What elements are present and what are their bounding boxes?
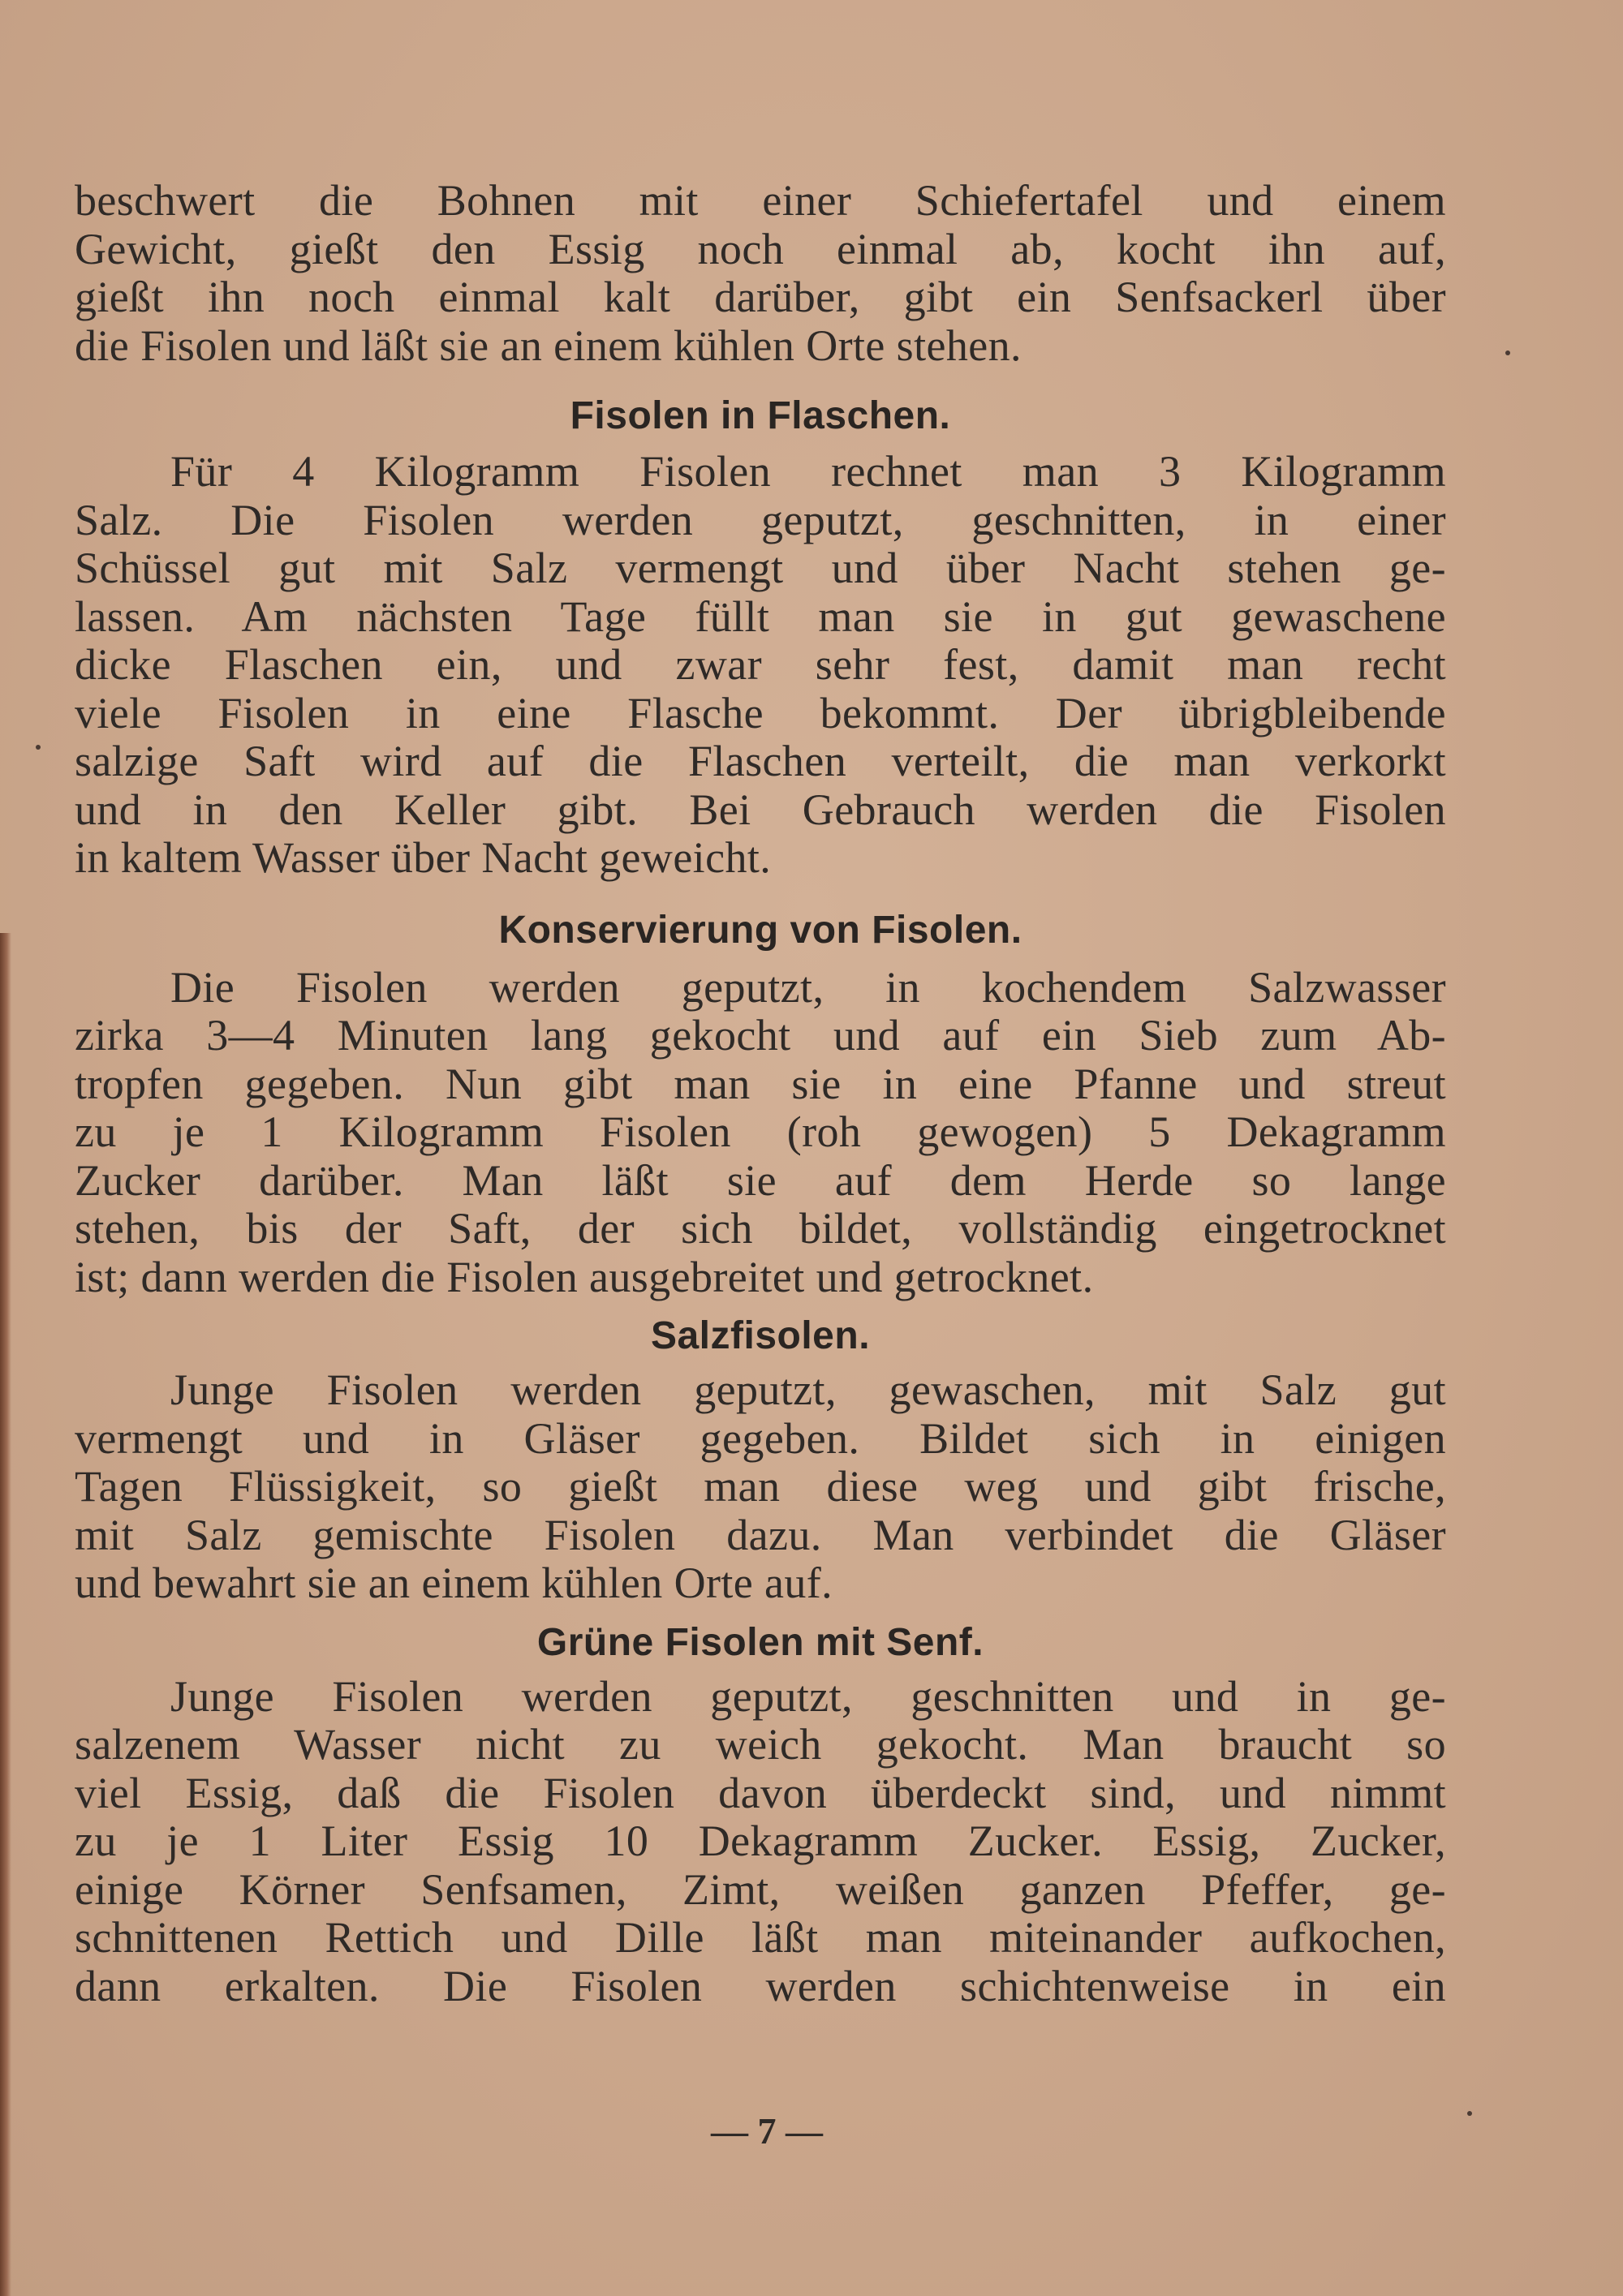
- section-heading: Fisolen in Flaschen.: [570, 394, 951, 437]
- text-line: Junge Fisolen werden geputzt, gewaschen, mit Salz gut: [170, 1365, 1446, 1414]
- recipe-paragraph: [75, 1366, 1446, 1608]
- text-line: zirka 3—4 Minuten lang gekocht und auf ein Sieb zum Ab-: [75, 1011, 1446, 1060]
- text-line: gießt ihn noch einmal kalt darüber, gibt ein Senfsackerl über: [75, 273, 1446, 321]
- text-line: ist; dann werden die Fisolen ausgebreitet und getrocknet.: [75, 1252, 1094, 1301]
- text-line: Die Fisolen werden geputzt, in kochendem Salzwasser: [170, 962, 1446, 1012]
- page-binding-edge: [0, 933, 11, 2296]
- text-line: Für 4 Kilogramm Fisolen rechnet man 3 Kilogramm: [170, 447, 1446, 496]
- text-line: viel Essig, daß die Fisolen davon überdeckt sind, und nimmt: [75, 1768, 1446, 1817]
- paper-speck: [1467, 2111, 1472, 2116]
- text-line: vermengt und in Gläser gegeben. Bildet sich in einigen: [75, 1413, 1446, 1463]
- text-line: salzige Saft wird auf die Flaschen verteilt, die man verkorkt: [75, 737, 1446, 785]
- text-line: einige Körner Senfsamen, Zimt, weißen ganzen Pfeffer, ge-: [75, 1864, 1446, 1914]
- text-line: in kaltem Wasser über Nacht geweicht.: [75, 833, 772, 882]
- text-line: Schüssel gut mit Salz vermengt und über Nacht stehen ge-: [75, 544, 1446, 592]
- text-line: dicke Flaschen ein, und zwar sehr fest, damit man recht: [75, 640, 1446, 689]
- paper-speck: [1505, 350, 1510, 355]
- section-heading: Konservierung von Fisolen.: [498, 908, 1022, 952]
- text-line: Zucker darüber. Man läßt sie auf dem Herde so lange: [75, 1155, 1446, 1205]
- text-line: salzenem Wasser nicht zu weich gekocht. Man braucht so: [75, 1720, 1446, 1769]
- paragraph-continuation: [75, 177, 1446, 370]
- paper-speck: [36, 745, 41, 750]
- text-line: stehen, bis der Saft, der sich bildet, vollständig eingetrocknet: [75, 1204, 1446, 1253]
- text-line: Gewicht, gießt den Essig noch einmal ab, kocht ihn auf,: [75, 224, 1446, 273]
- text-line: Salz. Die Fisolen werden geputzt, geschnitten, in einer: [75, 495, 1446, 544]
- recipe-paragraph: [75, 1673, 1446, 2011]
- text-line: Junge Fisolen werden geputzt, geschnitten und in ge-: [170, 1671, 1446, 1721]
- text-line: beschwert die Bohnen mit einer Schiefertafel und einem: [75, 176, 1446, 225]
- text-line: Tagen Flüssigkeit, so gießt man diese weg und gibt frische,: [75, 1462, 1446, 1511]
- text-line: viele Fisolen in eine Flasche bekommt. Der übrigbleibende: [75, 688, 1446, 737]
- section-heading: Grüne Fisolen mit Senf.: [536, 1620, 984, 1664]
- recipe-paragraph: [75, 964, 1446, 1302]
- text-line: mit Salz gemischte Fisolen dazu. Man verbindet die Gläser: [75, 1510, 1446, 1559]
- text-line: die Fisolen und läßt sie an einem kühlen Orte stehen.: [75, 320, 1022, 370]
- text-line: zu je 1 Liter Essig 10 Dekagramm Zucker. Essig, Zucker,: [75, 1817, 1446, 1865]
- page-number: — 7 —: [711, 2110, 823, 2152]
- text-line: und in den Keller gibt. Bei Gebrauch werden die Fisolen: [75, 785, 1446, 834]
- text-line: dann erkalten. Die Fisolen werden schichtenweise in ein: [75, 1961, 1446, 2010]
- text-line: lassen. Am nächsten Tage füllt man sie in gut gewaschene: [75, 591, 1446, 641]
- recipe-paragraph: [75, 448, 1446, 883]
- page-text: [75, 177, 1446, 2010]
- text-line: und bewahrt sie an einem kühlen Orte auf.: [75, 1559, 833, 1607]
- text-line: schnittenen Rettich und Dille läßt man miteinander aufkochen,: [75, 1913, 1446, 1962]
- section-heading: Salzfisolen.: [650, 1314, 871, 1357]
- text-line: tropfen gegeben. Nun gibt man sie in eine Pfanne und streut: [75, 1059, 1446, 1108]
- text-line: zu je 1 Kilogramm Fisolen (roh gewogen) 5 Dekagramm: [75, 1107, 1446, 1156]
